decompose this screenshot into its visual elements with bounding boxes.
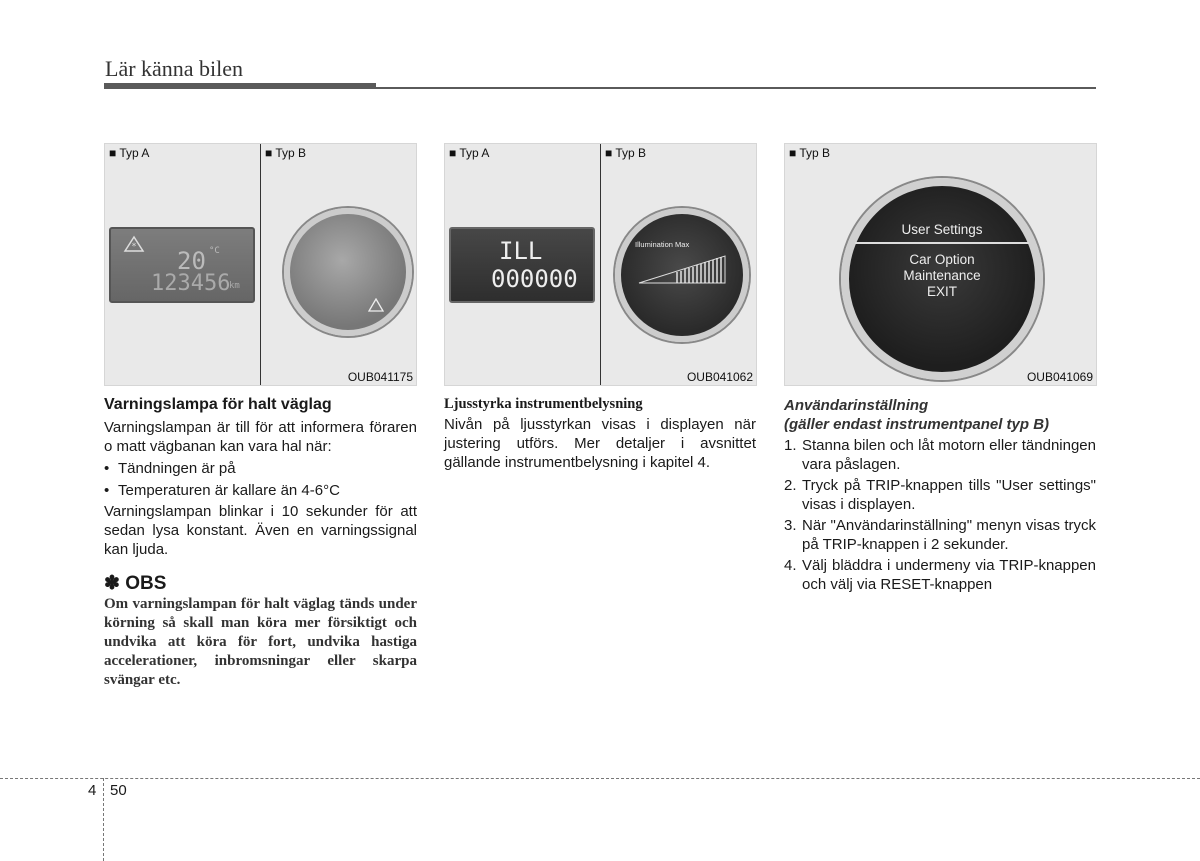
header-rule-thick — [104, 83, 376, 89]
menu-separator — [855, 242, 1029, 244]
section-illumination — [444, 396, 756, 472]
figure-divider — [600, 144, 601, 385]
list-item: • Tändningen är på — [104, 460, 236, 477]
footer-vertical-rule — [103, 778, 104, 861]
menu-items — [849, 252, 1035, 300]
menu-item-car-option: Car Option — [909, 252, 975, 267]
menu-header: User Settings — [901, 222, 983, 237]
illumination-counter: 000000 — [491, 265, 578, 293]
figure-label-typ-a: ■ Typ A — [109, 146, 150, 160]
figure-code: OUB041062 — [686, 370, 753, 384]
section-title: Användarinställning — [784, 397, 929, 414]
figure-label-typ-b: ■ Typ B — [265, 146, 307, 160]
list-item: 4. Välj bläddra i undermeny via TRIP-knappen och välj via RESET-knappen — [784, 557, 1096, 593]
figure-slippery-road-warning — [104, 143, 417, 386]
figure-divider — [260, 144, 261, 385]
list-item: • Temperaturen är kallare än 4-6°C — [104, 482, 340, 499]
menu-item-maintenance: Maintenance — [903, 268, 981, 283]
obs-text: Om varningslampan för halt väglag tänds under körning så skall man köra mer försiktigt och undvika att köra för fort, undvika hastiga accelerationer, inbromsningar eller skarpa svängar etc. — [104, 596, 417, 688]
section-intro: Varningslampan är till för att informera föraren o matt vägbanan kan vara hal när: — [104, 419, 417, 455]
list-item: 2. Tryck på TRIP-knappen tills "User settings" visas i displayen. — [784, 477, 1096, 513]
illumination-level-bar — [637, 250, 727, 286]
lcd-display-typ-a — [109, 227, 255, 303]
footer-rule — [0, 778, 1200, 779]
steps-list — [784, 436, 1096, 594]
snowflake-warning-icon — [368, 298, 384, 312]
svg-text:*: * — [131, 242, 137, 252]
bullet-icon: • — [104, 460, 110, 477]
odometer-unit: km — [229, 281, 240, 291]
list-item: 3. När "Användarinställning" menyn visas tryck på TRIP-knappen i 2 sekunder. — [784, 517, 1096, 553]
illumination-label: ILL — [499, 237, 543, 265]
figure-label-typ-b: ■ Typ B — [789, 146, 831, 160]
section-slippery-road — [104, 396, 417, 690]
section-subtitle: (gäller endast instrumentpanel typ B) — [784, 416, 1050, 433]
figure-label-typ-b: ■ Typ B — [605, 146, 647, 160]
figure-illumination — [444, 143, 757, 386]
page-header-title: Lär känna bilen — [105, 56, 244, 81]
snowflake-warning-icon — [123, 235, 145, 253]
odometer-readout: 123456 — [151, 271, 231, 296]
figure-user-settings — [784, 143, 1097, 386]
section-paragraph: Nivån på ljusstyrkan visas i displayen när justering utförs. Mer detaljer i avsnittet gällande instrumentbelysning i kapitel 4. — [444, 416, 756, 471]
header-rule-thin — [376, 87, 1096, 89]
figure-code: OUB041175 — [347, 370, 413, 384]
figure-code: OUB041069 — [1026, 370, 1093, 384]
section-title: Varningslampa för halt väglag — [104, 396, 332, 413]
chapter-number: 4 — [88, 782, 97, 799]
bullet-icon: • — [104, 482, 110, 499]
gauge-user-settings — [841, 178, 1043, 380]
figure-label-typ-a: ■ Typ A — [449, 146, 490, 160]
obs-title: ✽ OBS — [104, 573, 167, 594]
temperature-unit: °C — [209, 246, 220, 256]
page-number: 50 — [110, 782, 127, 799]
section-paragraph: Varningslampan blinkar i 10 sekunder för att sedan lysa konstant. Även en varningssignal kan ljuda. — [104, 503, 417, 558]
gauge-typ-b — [284, 208, 412, 336]
section-user-settings — [784, 396, 1096, 594]
menu-item-exit: EXIT — [926, 284, 957, 299]
illumination-title: Illumination Max — [635, 240, 690, 249]
temperature-readout: 20 — [177, 247, 206, 275]
gauge-typ-b — [615, 208, 749, 342]
lcd-display-typ-a — [449, 227, 595, 303]
list-item: 1. Stanna bilen och låt motorn eller tändningen vara påslagen. — [784, 437, 1096, 473]
section-title: Ljusstyrka instrumentbelysning — [444, 396, 643, 412]
